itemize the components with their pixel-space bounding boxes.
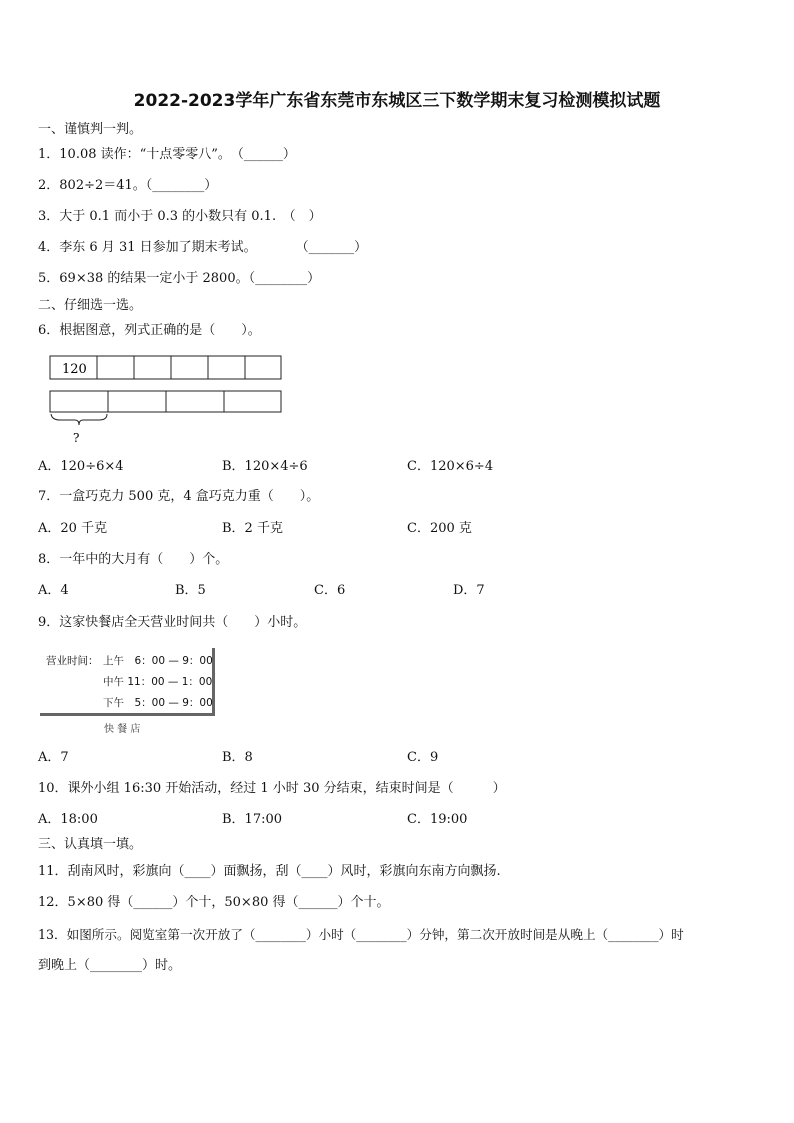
question-6: 6．根据图意，列式正确的是（ ）。 [38, 323, 261, 338]
q7-option-c: C．200 克 [407, 521, 472, 536]
section-heading-judge: 一、谨慎判一判。 [38, 122, 143, 137]
q6-option-c: C．120×6÷4 [407, 459, 494, 474]
question-1: 1．10.08 读作：“十点零零八”。 （______） [38, 147, 296, 162]
sign-row-evening: 下午 5：00 — 9：00 [103, 697, 213, 709]
page-title: 2022-2023学年广东省东莞市东城区三下数学期末复习检测模拟试题 [133, 91, 661, 111]
question-12: 12．5×80 得（______）个十，50×80 得（______）个十。 [38, 895, 390, 910]
section-heading-choose: 二、仔细选一选。 [38, 298, 143, 313]
q7-option-a: A．20 千克 [38, 521, 108, 536]
bar-diagram-figure [48, 354, 288, 446]
question-10: 10．课外小组 16:30 开始活动，经过 1 小时 30 分结束，结束时间是（ ） [38, 781, 506, 796]
question-9: 9．这家快餐店全天营业时间共（ ）小时。 [38, 615, 307, 630]
question-13-line-1: 13．如图所示。阅览室第一次开放了（________）小时（________）分钟，第二次开放时间是从晚上（________）时 [38, 927, 684, 942]
q8-option-a: A．4 [38, 583, 69, 598]
question-5: 5．69×38 的结果一定小于 2800。（________） [38, 271, 321, 286]
q6-option-b: B．120×4÷6 [222, 459, 308, 474]
section-heading-fill: 三、认真填一填。 [38, 837, 143, 852]
q6-option-a: A．120÷6×4 [38, 459, 124, 474]
sign-bottom-edge [40, 713, 215, 716]
q10-option-b: B．17:00 [222, 812, 283, 827]
q8-option-d: D．7 [453, 583, 485, 598]
sign-caption: 快 餐 店 [104, 724, 141, 735]
question-8: 8．一年中的大月有（ ）个。 [38, 552, 229, 567]
question-2: 2．802÷2＝41。（________） [38, 178, 218, 193]
question-13-line-2: 到晚上（________）时。 [38, 958, 182, 973]
q10-option-c: C．19:00 [407, 812, 468, 827]
box-value-label: 120 [62, 362, 87, 377]
q10-option-a: A．18:00 [38, 812, 98, 827]
business-hours-sign [40, 648, 215, 714]
q9-option-b: B．8 [222, 750, 253, 765]
bottom-bar [50, 391, 281, 412]
q7-option-b: B．2 千克 [222, 521, 283, 536]
q8-option-c: C．6 [314, 583, 346, 598]
question-11: 11．刮南风时，彩旗向（____）面飘扬，刮（____）风时，彩旗向东南方向飘扬. [38, 864, 501, 879]
question-7: 7．一盒巧克力 500 克，4 盒巧克力重（ ）。 [38, 489, 320, 504]
question-mark-label: ? [73, 431, 80, 445]
sign-heading: 营业时间： [46, 655, 99, 667]
sign-row-noon: 中午 11：00 — 1：00 [103, 676, 213, 688]
q9-option-a: A．7 [38, 750, 69, 765]
question-4: 4．李东 6 月 31 日参加了期末考试。 （_______） [38, 240, 368, 255]
brace-icon [51, 414, 107, 425]
sign-row-morning: 上午 6：00 — 9：00 [103, 655, 213, 667]
q9-option-c: C．9 [407, 750, 439, 765]
top-bar [50, 356, 281, 379]
q8-option-b: B．5 [175, 583, 206, 598]
question-3: 3．大于 0.1 而小于 0.3 的小数只有 0.1. （ ） [38, 209, 322, 224]
